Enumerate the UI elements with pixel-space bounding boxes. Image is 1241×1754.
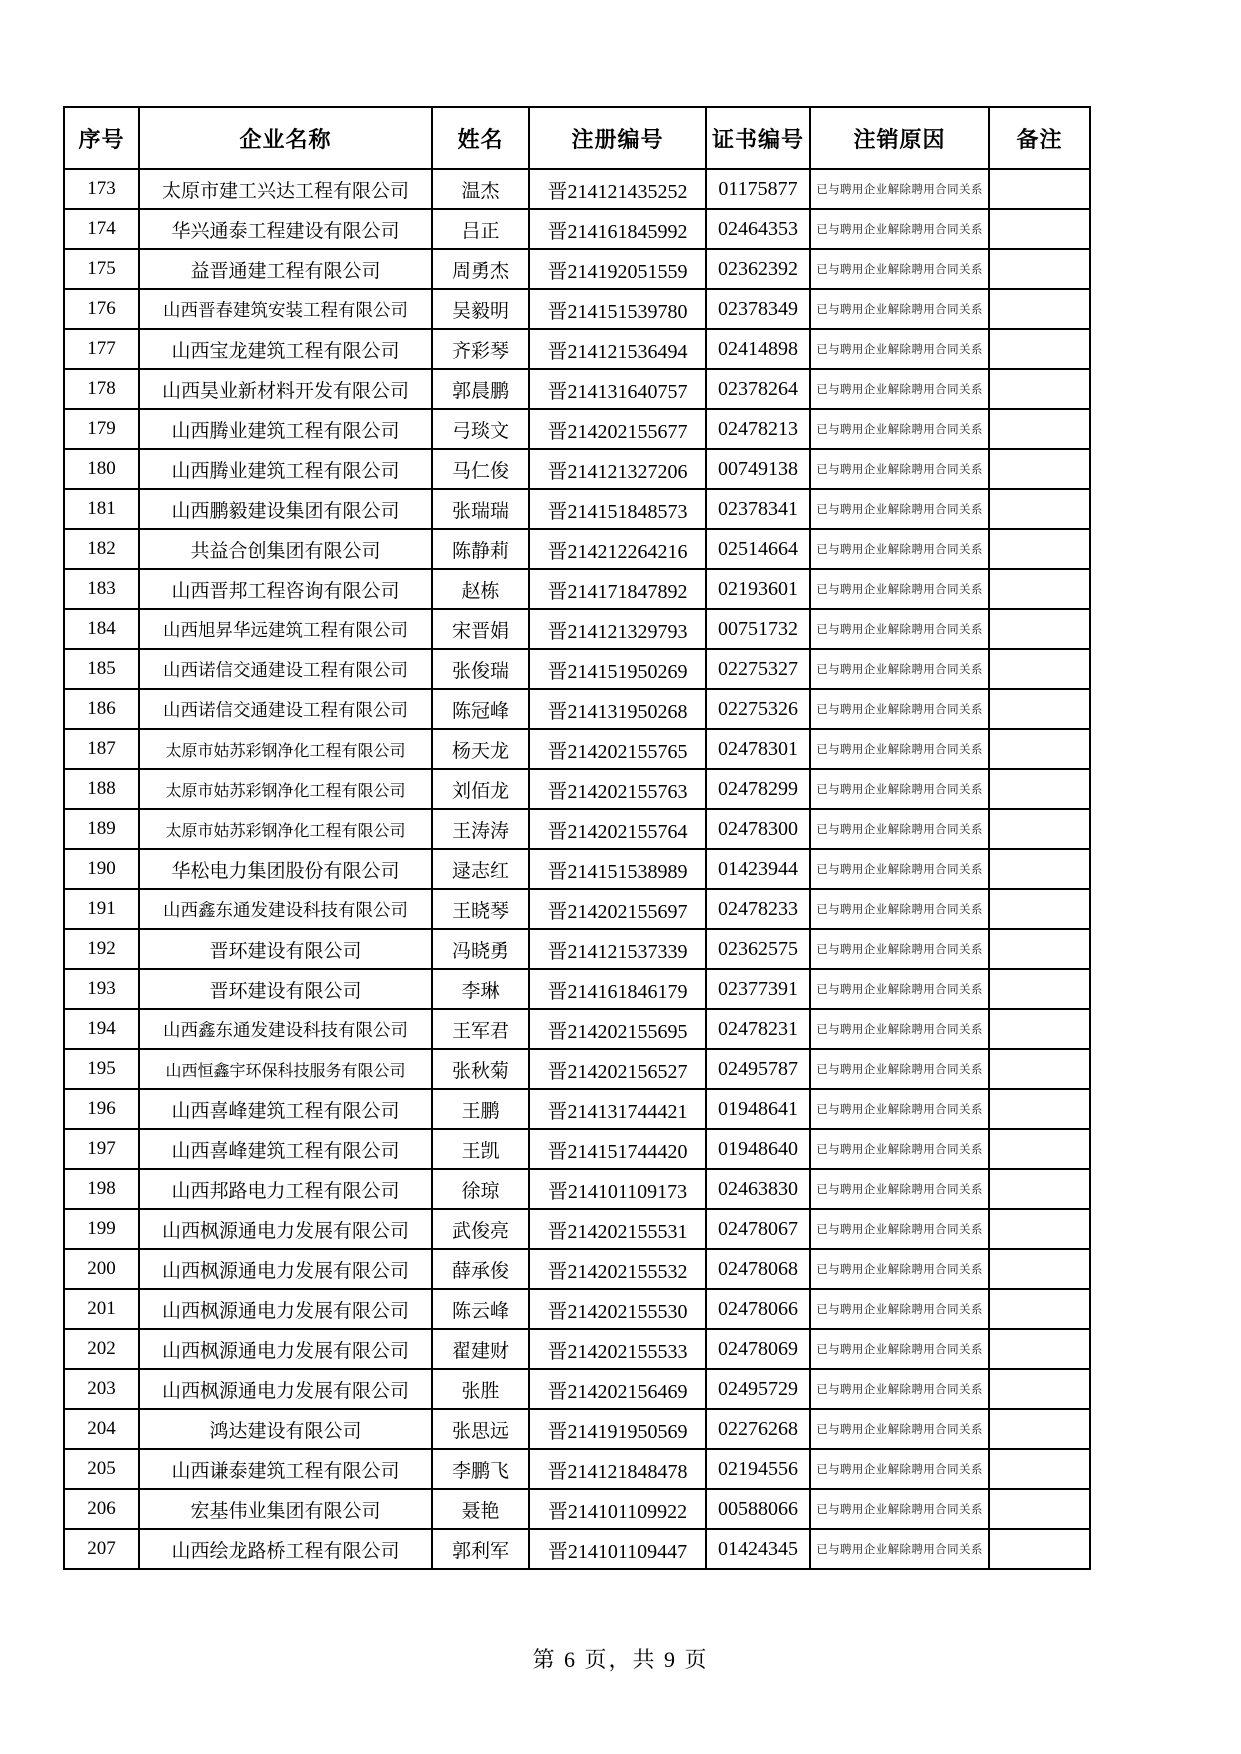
cell-remark [989, 1249, 1090, 1289]
cell-remark [989, 689, 1090, 729]
cell-reg-number: 晋214202155695 [529, 1009, 706, 1049]
cell-reg-number: 晋214202156527 [529, 1049, 706, 1089]
cell-reg-number: 晋214151744420 [529, 1129, 706, 1169]
cell-remark [989, 489, 1090, 529]
table-row [64, 1249, 1090, 1289]
table-row [64, 1329, 1090, 1369]
cell-serial: 177 [64, 329, 139, 369]
cell-remark [989, 1209, 1090, 1249]
cell-remark [989, 1169, 1090, 1209]
cell-cert-number: 02478300 [706, 809, 810, 849]
cell-cert-number: 02276268 [706, 1409, 810, 1449]
cell-reg-number: 晋214202155677 [529, 409, 706, 449]
cell-cert-number: 02275326 [706, 689, 810, 729]
cell-reason: 已与聘用企业解除聘用合同关系 [810, 569, 989, 609]
cell-person: 陈云峰 [432, 1289, 529, 1329]
cell-remark [989, 169, 1090, 209]
table-row [64, 1129, 1090, 1169]
table-row [64, 1409, 1090, 1449]
cell-reg-number: 晋214121327206 [529, 449, 706, 489]
cell-reason: 已与聘用企业解除聘用合同关系 [810, 1169, 989, 1209]
cell-serial: 192 [64, 929, 139, 969]
cell-remark [989, 1289, 1090, 1329]
cell-company: 山西喜峰建筑工程有限公司 [139, 1089, 432, 1129]
cell-cert-number: 01948640 [706, 1129, 810, 1169]
cell-reg-number: 晋214161845992 [529, 209, 706, 249]
cell-person: 王涛涛 [432, 809, 529, 849]
cell-reg-number: 晋214131640757 [529, 369, 706, 409]
cell-remark [989, 1089, 1090, 1129]
table-row [64, 1049, 1090, 1089]
cell-cert-number: 02194556 [706, 1449, 810, 1489]
table-row [64, 849, 1090, 889]
cell-company: 山西喜峰建筑工程有限公司 [139, 1129, 432, 1169]
cell-reg-number: 晋214202155530 [529, 1289, 706, 1329]
table-row [64, 1089, 1090, 1129]
cell-reason: 已与聘用企业解除聘用合同关系 [810, 609, 989, 649]
cell-reg-number: 晋214202155763 [529, 769, 706, 809]
table-row [64, 1489, 1090, 1529]
table-row [64, 209, 1090, 249]
cell-cert-number: 02514664 [706, 529, 810, 569]
table-row [64, 569, 1090, 609]
cell-cert-number: 02362392 [706, 249, 810, 289]
cell-cert-number: 02478069 [706, 1329, 810, 1369]
cell-reason: 已与聘用企业解除聘用合同关系 [810, 1249, 989, 1289]
cell-reason: 已与聘用企业解除聘用合同关系 [810, 209, 989, 249]
cell-remark [989, 289, 1090, 329]
cell-reason: 已与聘用企业解除聘用合同关系 [810, 929, 989, 969]
cell-cert-number: 02414898 [706, 329, 810, 369]
cell-reason: 已与聘用企业解除聘用合同关系 [810, 1369, 989, 1409]
cell-reason: 已与聘用企业解除聘用合同关系 [810, 529, 989, 569]
cell-remark [989, 1129, 1090, 1169]
cell-reg-number: 晋214151539780 [529, 289, 706, 329]
cell-remark [989, 1449, 1090, 1489]
cell-cert-number: 00588066 [706, 1489, 810, 1529]
cell-serial: 197 [64, 1129, 139, 1169]
cell-serial: 184 [64, 609, 139, 649]
cell-person: 齐彩琴 [432, 329, 529, 369]
cell-remark [989, 609, 1090, 649]
cell-reg-number: 晋214212264216 [529, 529, 706, 569]
cell-cert-number: 02377391 [706, 969, 810, 1009]
cell-remark [989, 529, 1090, 569]
cell-serial: 180 [64, 449, 139, 489]
cancellation-table [63, 106, 1091, 1570]
cell-serial: 194 [64, 1009, 139, 1049]
cell-company: 山西腾业建筑工程有限公司 [139, 449, 432, 489]
cell-person: 张俊瑞 [432, 649, 529, 689]
header-row [64, 107, 1090, 169]
cell-reg-number: 晋214202155765 [529, 729, 706, 769]
cell-serial: 202 [64, 1329, 139, 1369]
table-row [64, 689, 1090, 729]
cell-reg-number: 晋214202155533 [529, 1329, 706, 1369]
cell-cert-number: 01175877 [706, 169, 810, 209]
cell-reg-number: 晋214121536494 [529, 329, 706, 369]
cell-remark [989, 329, 1090, 369]
cell-company: 宏基伟业集团有限公司 [139, 1489, 432, 1529]
cell-serial: 205 [64, 1449, 139, 1489]
cell-reason: 已与聘用企业解除聘用合同关系 [810, 329, 989, 369]
cell-cert-number: 00749138 [706, 449, 810, 489]
table-row [64, 1449, 1090, 1489]
cell-company: 山西诺信交通建设工程有限公司 [139, 689, 432, 729]
cell-serial: 201 [64, 1289, 139, 1329]
cell-company: 山西晋春建筑安装工程有限公司 [139, 289, 432, 329]
cell-person: 张瑞瑞 [432, 489, 529, 529]
cell-cert-number: 02478299 [706, 769, 810, 809]
cell-serial: 178 [64, 369, 139, 409]
cell-company: 华松电力集团股份有限公司 [139, 849, 432, 889]
table-row [64, 489, 1090, 529]
cell-company: 山西邦路电力工程有限公司 [139, 1169, 432, 1209]
cell-remark [989, 449, 1090, 489]
cell-cert-number: 02495787 [706, 1049, 810, 1089]
table-row [64, 649, 1090, 689]
cell-company: 山西昊业新材料开发有限公司 [139, 369, 432, 409]
cell-cert-number: 02378264 [706, 369, 810, 409]
col-header-company: 企业名称 [139, 107, 432, 169]
cell-reason: 已与聘用企业解除聘用合同关系 [810, 169, 989, 209]
cell-person: 郭利军 [432, 1529, 529, 1569]
cell-person: 宋晋娟 [432, 609, 529, 649]
cell-person: 吕正 [432, 209, 529, 249]
cell-company: 山西宝龙建筑工程有限公司 [139, 329, 432, 369]
table-row [64, 769, 1090, 809]
cell-reg-number: 晋214151538989 [529, 849, 706, 889]
cell-company: 太原市姑苏彩钢净化工程有限公司 [139, 809, 432, 849]
cell-serial: 187 [64, 729, 139, 769]
cell-remark [989, 1489, 1090, 1529]
cell-serial: 175 [64, 249, 139, 289]
cell-reason: 已与聘用企业解除聘用合同关系 [810, 1089, 989, 1129]
cell-reason: 已与聘用企业解除聘用合同关系 [810, 449, 989, 489]
cell-reason: 已与聘用企业解除聘用合同关系 [810, 729, 989, 769]
cell-reason: 已与聘用企业解除聘用合同关系 [810, 409, 989, 449]
cell-cert-number: 01424345 [706, 1529, 810, 1569]
cell-reg-number: 晋214171847892 [529, 569, 706, 609]
cell-cert-number: 02478213 [706, 409, 810, 449]
cell-remark [989, 849, 1090, 889]
cell-reg-number: 晋214151848573 [529, 489, 706, 529]
cell-remark [989, 1009, 1090, 1049]
cell-reg-number: 晋214101109447 [529, 1529, 706, 1569]
cell-serial: 179 [64, 409, 139, 449]
cell-company: 华兴通泰工程建设有限公司 [139, 209, 432, 249]
page-indicator: 第 6 页，共 9 页 [532, 1647, 709, 1672]
cell-remark [989, 729, 1090, 769]
cell-person: 李琳 [432, 969, 529, 1009]
col-header-cert-number: 证书编号 [706, 107, 810, 169]
cell-cert-number: 02478066 [706, 1289, 810, 1329]
cell-cert-number: 01948641 [706, 1089, 810, 1129]
cell-person: 聂艳 [432, 1489, 529, 1529]
cell-person: 李鹏飞 [432, 1449, 529, 1489]
cell-company: 鸿达建设有限公司 [139, 1409, 432, 1449]
cell-cert-number: 02378341 [706, 489, 810, 529]
cell-person: 吴毅明 [432, 289, 529, 329]
cell-reg-number: 晋214121435252 [529, 169, 706, 209]
cell-person: 徐琼 [432, 1169, 529, 1209]
cell-person: 王鹏 [432, 1089, 529, 1129]
cell-reg-number: 晋214121329793 [529, 609, 706, 649]
cell-remark [989, 1409, 1090, 1449]
table-row [64, 929, 1090, 969]
cell-person: 王晓琴 [432, 889, 529, 929]
cell-reg-number: 晋214131950268 [529, 689, 706, 729]
cell-company: 山西恒鑫宇环保科技服务有限公司 [139, 1049, 432, 1089]
cell-cert-number: 02275327 [706, 649, 810, 689]
cell-company: 山西枫源通电力发展有限公司 [139, 1369, 432, 1409]
cell-cert-number: 02478301 [706, 729, 810, 769]
cell-reason: 已与聘用企业解除聘用合同关系 [810, 1489, 989, 1529]
table-row [64, 449, 1090, 489]
cell-remark [989, 929, 1090, 969]
cell-person: 马仁俊 [432, 449, 529, 489]
table-row [64, 529, 1090, 569]
cell-person: 王凯 [432, 1129, 529, 1169]
cell-remark [989, 769, 1090, 809]
cell-serial: 183 [64, 569, 139, 609]
cell-serial: 196 [64, 1089, 139, 1129]
cell-serial: 182 [64, 529, 139, 569]
cell-reason: 已与聘用企业解除聘用合同关系 [810, 649, 989, 689]
col-header-remark: 备注 [989, 107, 1090, 169]
table-row [64, 409, 1090, 449]
cell-serial: 198 [64, 1169, 139, 1209]
cell-serial: 199 [64, 1209, 139, 1249]
cell-company: 共益合创集团有限公司 [139, 529, 432, 569]
cell-serial: 195 [64, 1049, 139, 1089]
table-row [64, 169, 1090, 209]
cell-cert-number: 02193601 [706, 569, 810, 609]
cell-reg-number: 晋214121848478 [529, 1449, 706, 1489]
cell-serial: 176 [64, 289, 139, 329]
cell-reason: 已与聘用企业解除聘用合同关系 [810, 1449, 989, 1489]
cell-reg-number: 晋214202155697 [529, 889, 706, 929]
cell-company: 山西旭昇华远建筑工程有限公司 [139, 609, 432, 649]
cell-person: 张胜 [432, 1369, 529, 1409]
cell-reg-number: 晋214202155532 [529, 1249, 706, 1289]
cell-reason: 已与聘用企业解除聘用合同关系 [810, 1049, 989, 1089]
cell-serial: 174 [64, 209, 139, 249]
cell-serial: 200 [64, 1249, 139, 1289]
cell-serial: 190 [64, 849, 139, 889]
cell-company: 山西晋邦工程咨询有限公司 [139, 569, 432, 609]
cell-remark [989, 809, 1090, 849]
cell-serial: 189 [64, 809, 139, 849]
cell-serial: 181 [64, 489, 139, 529]
table-header [64, 107, 1090, 169]
cell-serial: 207 [64, 1529, 139, 1569]
table-row [64, 329, 1090, 369]
cell-reason: 已与聘用企业解除聘用合同关系 [810, 249, 989, 289]
cell-person: 张思远 [432, 1409, 529, 1449]
cell-serial: 186 [64, 689, 139, 729]
cell-person: 杨天龙 [432, 729, 529, 769]
cell-reason: 已与聘用企业解除聘用合同关系 [810, 969, 989, 1009]
cell-person: 刘佰龙 [432, 769, 529, 809]
cell-person: 冯晓勇 [432, 929, 529, 969]
cell-person: 陈冠峰 [432, 689, 529, 729]
cell-remark [989, 1369, 1090, 1409]
cell-cert-number: 02478231 [706, 1009, 810, 1049]
cell-company: 山西谦泰建筑工程有限公司 [139, 1449, 432, 1489]
cell-company: 太原市姑苏彩钢净化工程有限公司 [139, 729, 432, 769]
cell-company: 山西诺信交通建设工程有限公司 [139, 649, 432, 689]
cell-reason: 已与聘用企业解除聘用合同关系 [810, 849, 989, 889]
table-row [64, 1169, 1090, 1209]
cell-serial: 206 [64, 1489, 139, 1529]
cell-reason: 已与聘用企业解除聘用合同关系 [810, 889, 989, 929]
table-row [64, 729, 1090, 769]
cell-reason: 已与聘用企业解除聘用合同关系 [810, 289, 989, 329]
table-row [64, 1209, 1090, 1249]
cell-remark [989, 1329, 1090, 1369]
cell-company: 山西绘龙路桥工程有限公司 [139, 1529, 432, 1569]
cell-remark [989, 649, 1090, 689]
cell-company: 山西鹏毅建设集团有限公司 [139, 489, 432, 529]
cell-reg-number: 晋214121537339 [529, 929, 706, 969]
table-row [64, 1009, 1090, 1049]
cell-company: 山西枫源通电力发展有限公司 [139, 1249, 432, 1289]
cell-person: 武俊亮 [432, 1209, 529, 1249]
cell-cert-number: 02478067 [706, 1209, 810, 1249]
cell-company: 晋环建设有限公司 [139, 929, 432, 969]
cell-serial: 173 [64, 169, 139, 209]
cell-serial: 204 [64, 1409, 139, 1449]
cell-reg-number: 晋214202156469 [529, 1369, 706, 1409]
cell-company: 晋环建设有限公司 [139, 969, 432, 1009]
cell-person: 王军君 [432, 1009, 529, 1049]
cell-reg-number: 晋214192051559 [529, 249, 706, 289]
table-row [64, 889, 1090, 929]
cell-remark [989, 969, 1090, 1009]
table-row [64, 289, 1090, 329]
cell-remark [989, 889, 1090, 929]
cell-reg-number: 晋214101109173 [529, 1169, 706, 1209]
col-header-person: 姓名 [432, 107, 529, 169]
cell-remark [989, 569, 1090, 609]
cell-company: 山西枫源通电力发展有限公司 [139, 1329, 432, 1369]
cell-company: 山西枫源通电力发展有限公司 [139, 1209, 432, 1249]
cell-serial: 185 [64, 649, 139, 689]
table-row [64, 1529, 1090, 1569]
cell-person: 郭晨鹏 [432, 369, 529, 409]
table-row [64, 809, 1090, 849]
cell-cert-number: 02495729 [706, 1369, 810, 1409]
cell-reason: 已与聘用企业解除聘用合同关系 [810, 1529, 989, 1569]
cell-remark [989, 209, 1090, 249]
cell-person: 周勇杰 [432, 249, 529, 289]
cell-company: 太原市姑苏彩钢净化工程有限公司 [139, 769, 432, 809]
table-row [64, 1289, 1090, 1329]
cell-reg-number: 晋214191950569 [529, 1409, 706, 1449]
cell-reason: 已与聘用企业解除聘用合同关系 [810, 369, 989, 409]
table-row [64, 369, 1090, 409]
cell-reason: 已与聘用企业解除聘用合同关系 [810, 1009, 989, 1049]
cell-person: 薛承俊 [432, 1249, 529, 1289]
cell-company: 山西枫源通电力发展有限公司 [139, 1289, 432, 1329]
table-row [64, 249, 1090, 289]
col-header-reason: 注销原因 [810, 107, 989, 169]
cell-company: 山西鑫东通发建设科技有限公司 [139, 889, 432, 929]
cell-cert-number: 02478068 [706, 1249, 810, 1289]
cell-reason: 已与聘用企业解除聘用合同关系 [810, 1209, 989, 1249]
cell-cert-number: 00751732 [706, 609, 810, 649]
cell-reason: 已与聘用企业解除聘用合同关系 [810, 809, 989, 849]
cell-company: 太原市建工兴达工程有限公司 [139, 169, 432, 209]
cell-serial: 188 [64, 769, 139, 809]
cell-company: 山西鑫东通发建设科技有限公司 [139, 1009, 432, 1049]
cell-remark [989, 1049, 1090, 1089]
cell-company: 山西腾业建筑工程有限公司 [139, 409, 432, 449]
col-header-serial: 序号 [64, 107, 139, 169]
cell-reason: 已与聘用企业解除聘用合同关系 [810, 1329, 989, 1369]
cell-reason: 已与聘用企业解除聘用合同关系 [810, 489, 989, 529]
cell-remark [989, 249, 1090, 289]
table-row [64, 969, 1090, 1009]
cell-company: 益晋通建工程有限公司 [139, 249, 432, 289]
cell-reg-number: 晋214131744421 [529, 1089, 706, 1129]
cell-reason: 已与聘用企业解除聘用合同关系 [810, 1409, 989, 1449]
cell-person: 张秋菊 [432, 1049, 529, 1089]
cell-reason: 已与聘用企业解除聘用合同关系 [810, 689, 989, 729]
cell-person: 弓琰文 [432, 409, 529, 449]
cell-serial: 191 [64, 889, 139, 929]
cell-reason: 已与聘用企业解除聘用合同关系 [810, 1289, 989, 1329]
table-body [64, 169, 1090, 1569]
cell-person: 赵栋 [432, 569, 529, 609]
cell-reason: 已与聘用企业解除聘用合同关系 [810, 769, 989, 809]
cell-person: 逯志红 [432, 849, 529, 889]
cell-cert-number: 02463830 [706, 1169, 810, 1209]
cell-person: 温杰 [432, 169, 529, 209]
cell-remark [989, 369, 1090, 409]
cell-cert-number: 02464353 [706, 209, 810, 249]
cell-reg-number: 晋214202155531 [529, 1209, 706, 1249]
cell-reg-number: 晋214151950269 [529, 649, 706, 689]
cell-serial: 193 [64, 969, 139, 1009]
cell-cert-number: 02478233 [706, 889, 810, 929]
cell-reg-number: 晋214161846179 [529, 969, 706, 1009]
cell-cert-number: 02362575 [706, 929, 810, 969]
cell-remark [989, 1529, 1090, 1569]
cell-cert-number: 01423944 [706, 849, 810, 889]
table-row [64, 609, 1090, 649]
cell-serial: 203 [64, 1369, 139, 1409]
cell-remark [989, 409, 1090, 449]
cell-person: 翟建财 [432, 1329, 529, 1369]
table-row [64, 1369, 1090, 1409]
cell-reason: 已与聘用企业解除聘用合同关系 [810, 1129, 989, 1169]
col-header-reg-number: 注册编号 [529, 107, 706, 169]
cell-person: 陈静莉 [432, 529, 529, 569]
cell-cert-number: 02378349 [706, 289, 810, 329]
cell-reg-number: 晋214202155764 [529, 809, 706, 849]
cell-reg-number: 晋214101109922 [529, 1489, 706, 1529]
